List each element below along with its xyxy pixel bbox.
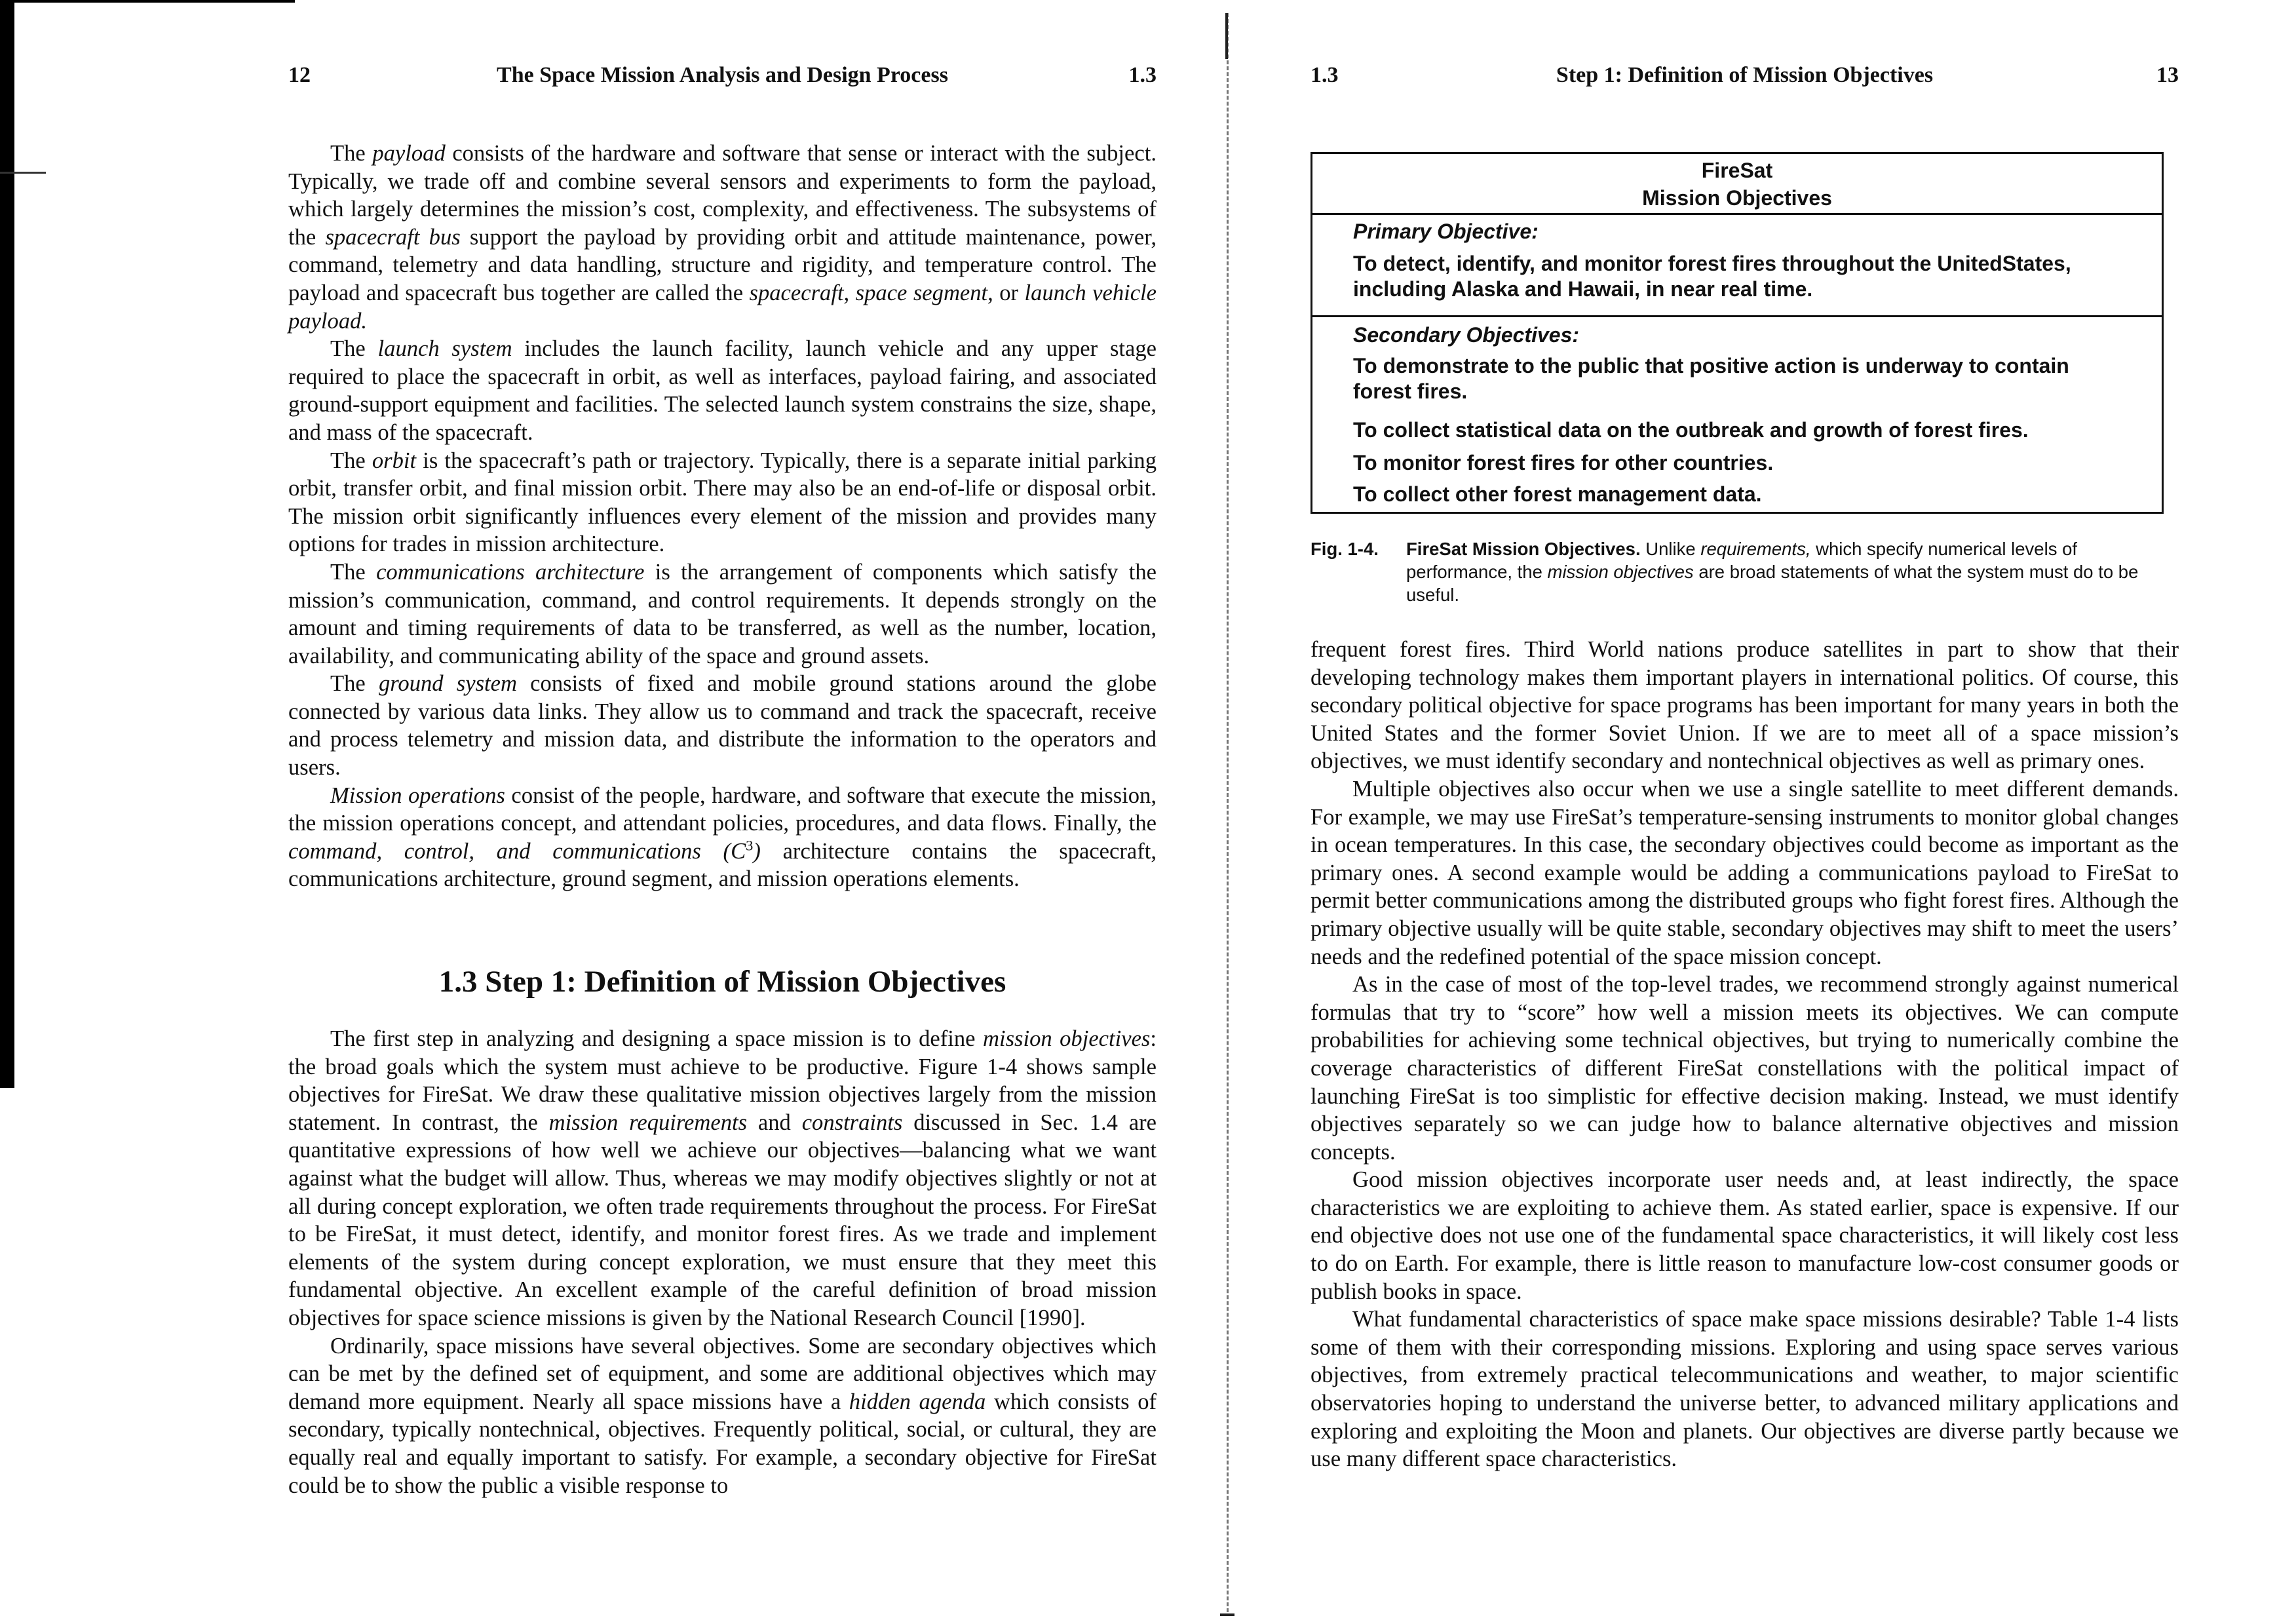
primary-objective-text: To detect, identify, and monitor forest fires throughout the UnitedStates, including Alaska and Hawaii, in near real time. <box>1353 252 2071 301</box>
paragraph-orbit: The orbit is the spacecraft’s path or trajectory. Typically, there is a separate initial parking orbit, transfer orbit, and final mission orbit. There may also be an end-of-life or disposal orbit. The mission orbit significantly influences every element of the mission and provides many options for trades in mission architecture. <box>288 448 1157 557</box>
section-tag: 1.3 <box>1311 63 1339 87</box>
caption-text: FireSat Mission Objectives. Unlike requirements, which specify numerical levels of performance, the mission objectives are broad statements of what the system must do to be useful. <box>1406 539 2139 605</box>
box-title: FireSat Mission Objectives <box>1642 159 1832 210</box>
secondary-objectives-label: Secondary Objectives: <box>1353 323 1580 347</box>
left-body-top <box>288 140 1157 893</box>
book-gutter <box>1227 13 1229 1612</box>
primary-objective-label: Primary Objective: <box>1353 220 1539 243</box>
box-divider <box>1312 213 2162 215</box>
scan-edge-bar <box>0 0 14 1088</box>
page-number: 12 <box>288 63 311 87</box>
paragraph-what: What fundamental characteristics of space make space missions desirable? Table 1-4 lists some of them with their corresponding missions. Exploring and using space serves various objectives, from extremely practical telecommunications and weather, to major scientific observatories hoping to understand the universe better, to advanced military applications and exploring and exploiting the Moon and planets. Our objectives are diverse partly because we use many different space characteristics. <box>1311 1307 2179 1472</box>
right-page <box>1311 0 2179 1622</box>
paragraph-as-in: As in the case of most of the top-level trades, we recommend strongly against numerical formulas that try to “score” how well a mission meets its objectives. We can compute probabilities for achieving some technical objectives, but trying to numerically combine the coverage characteristics of different FireSat constellations with the political impact of launching FireSat is too simplistic for effective decision making. Instead, we must identify objectives separately so we can judge how to balance alternative objectives and mission concepts. <box>1311 972 2179 1165</box>
section-heading: 1.3 Step 1: Definition of Mission Objectives <box>438 965 1006 999</box>
paragraph-mission-operations: Mission operations consist of the people, hardware, and software that execute the mission, the mission operations concept, and attendant policies, procedures, and data flows. Finally, the command, control, and communications $(C^3)$ architecture contains the spacecraft, communications architecture, ground segment, and mission operations elements. <box>288 782 1157 892</box>
paragraph-multiple: Multiple objectives also occur when we use a single satellite to meet different demands. For example, we may use FireSat’s temperature-sensing instruments to monitor global changes in ocean temperatures. In this case, the secondary objectives could become as important as the primary ones. A second example would be adding a communications payload to FireSat to permit better communications among the distributed groups who fight forest fires. Although the primary objective usually will be quite stable, secondary objectives may shift to meet the users’ needs and the redefined potential of the space mission concept. <box>1311 776 2179 969</box>
page-number: 13 <box>2156 63 2179 87</box>
paragraph-good: Good mission objectives incorporate user needs and, at least indirectly, the space characteristics we are exploiting to achieve them. As stated earlier, space is expensive. If our end objective does not use one of the fundamental space characteristics, it will likely cost less to do on Earth. For example, there is little reason to manufacture low-cost consumer goods or publish books in space. <box>1311 1167 2179 1304</box>
paragraph-ordinarily: Ordinarily, space missions have several objectives. Some are secondary objectives which can be met by the defined set of equipment, and some are additional objectives which may demand more equipment. Nearly all space missions have a hidden agenda which consists of secondary, typically nontechnical, objectives. Frequently political, social, or cultural, they are equally real and equally important to satisfy. For example, a secondary objective for FireSat could be to show the public a visible response to <box>288 1333 1157 1498</box>
gutter-mark-bottom <box>1220 1613 1234 1616</box>
running-title: The Space Mission Analysis and Design Process <box>497 63 948 87</box>
paragraph-communications: The communications architecture is the arrangement of components which satisfy the mission’s communication, command, and control requirements. It depends strongly on the amount and timing requirements of data to be transferred, as well as the number, location, availability, and communicating ability of the space and ground assets. <box>288 559 1157 668</box>
scan-mark <box>0 172 46 174</box>
box-divider <box>1312 315 2162 317</box>
section-tag: 1.3 <box>1128 63 1157 87</box>
paragraph-payload: The payload consists of the hardware and software that sense or interact with the subject. Typically, we trade off and combine several sensors and experiments to form the payload, which largely determines the mission’s cost, complexity, and effectiveness. The subsystems of the spacecraft bus support the payload by providing orbit and attitude maintenance, power, command, telemetry and data handling, structure and rigidity, and temperature control. The payload and spacecraft bus together are called the spacecraft, space segment, or launch vehicle payload. <box>288 141 1157 334</box>
scan-top-edge <box>0 0 295 3</box>
paragraph-ground-system: The ground system consists of fixed and mobile ground stations around the globe connected by various data links. They allow us to command and track the spacecraft, receive and process telemetry and mission data, and distribute the information to the operators and users. <box>288 671 1157 781</box>
paragraph-first-step: The first step in analyzing and designing a space mission is to define mission objectives: the broad goals which the system must achieve to be productive. Figure 1-4 shows sample objectives for FireSat. We draw these qualitative mission objectives largely from the mission statement. In contrast, the mission requirements and constraints discussed in Sec. 1.4 are quantitative expressions of how well we achieve our objectives—balancing what we want against what the budget will allow. Thus, whereas we may modify objectives slightly or not at all during concept exploration, we often trade requirements throughout the process. For FireSat to be FireSat, it must detect, identify, and monitor forest fires. As we trade and implement elements of the system during concept exploration, we must ensure that they meet this fundamental objective. An excellent example of the careful definition of broad mission objectives for space science missions is given by the National Research Council [1990]. <box>288 1026 1157 1330</box>
running-title: Step 1: Definition of Mission Objectives <box>1556 63 1934 87</box>
right-running-head <box>1311 63 2179 97</box>
paragraph-launch-system: The launch system includes the launch facility, launch vehicle and any upper stage required to place the spacecraft in orbit, as well as interfaces, payload fairing, and associated ground-support equipment and facilities. The selected launch system constrains the size, shape, and mass of the spacecraft. <box>288 336 1157 445</box>
left-body-bottom <box>288 1025 1157 1499</box>
secondary-objective-item: To monitor forest fires for other countries. <box>1353 451 1774 474</box>
right-body <box>1311 636 2179 1473</box>
left-page <box>288 0 1157 1622</box>
secondary-objective-item: To collect other forest management data. <box>1353 482 1762 506</box>
secondary-objective-item: To demonstrate to the public that positive action is underway to contain forest fires. <box>1353 354 2069 403</box>
figure-label: Fig. 1-4. <box>1311 539 1379 559</box>
paragraph-frequent: frequent forest fires. Third World nations produce satellites in part to show that their developing technology makes them important players in international politics. Of course, this secondary political objective for space programs has been important for many years in both the United States and the former Soviet Union. If we are to meet all of a space mission’s objectives, we must identify secondary and nontechnical objectives as well as primary ones. <box>1311 637 2179 774</box>
gutter-mark-top <box>1225 13 1228 59</box>
secondary-objective-item: To collect statistical data on the outbreak and growth of forest fires. <box>1353 418 2029 442</box>
left-running-head <box>288 63 1157 97</box>
firesat-objectives-box <box>1311 152 2164 514</box>
figure-caption <box>1311 537 2164 606</box>
